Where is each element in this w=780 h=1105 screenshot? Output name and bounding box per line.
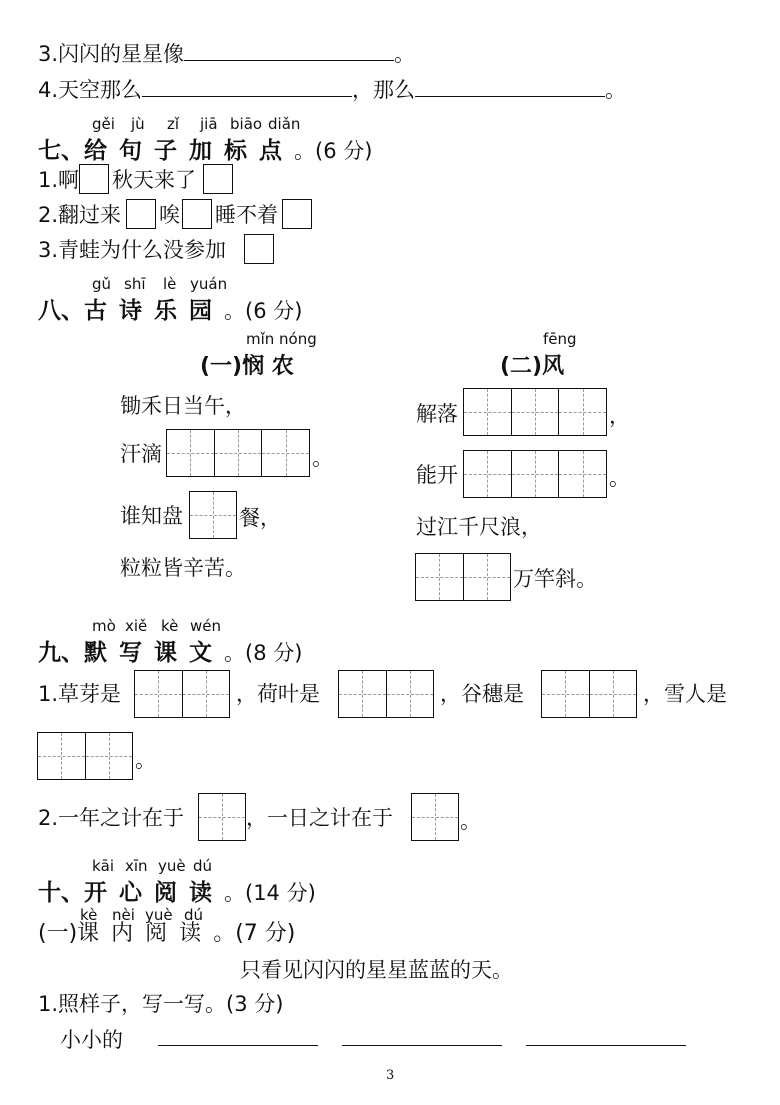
poem2-pinyin: fēng [543,330,577,348]
punct-box[interactable] [282,199,312,229]
poem1-line4: 粒粒皆辛苦。 [120,556,246,580]
punct-box[interactable] [182,199,212,229]
poem1-line2-end: 。 [312,446,333,470]
sec7-item-2-b: 唉 [159,203,180,227]
sec10-sub-pinyin-1: kè [80,906,98,924]
sec7-pinyin-1: gěi [92,115,115,133]
punct-box[interactable] [126,199,156,229]
poem2-title: (二)风 [500,354,565,379]
sec9-pinyin-3: kè [161,617,179,635]
poem1-grid-l2[interactable] [166,429,310,477]
poem2-grid-l4[interactable] [415,553,511,601]
sec8-pinyin-2: shī [124,275,146,293]
page-number: 3 [386,1068,395,1083]
sec9-q1-c: ，谷穗是 [440,682,524,706]
sec9-q1-grid-2[interactable] [338,670,434,718]
sec10-sub-pinyin-2: nèi [112,906,135,924]
sec10-pinyin-4: dú [193,857,213,875]
sec7-heading: 七、给句子加标点。(6 分) [38,138,373,164]
sec7-item-2-c: 睡不着 [215,203,278,227]
poem1-line2: 汗滴 [120,442,162,466]
example-word: 小小的 [60,1028,123,1052]
poem2-line2: 能开 [416,463,458,487]
sec7-pinyin-2: jù [131,115,145,133]
poem2-line3: 过江千尺浪， [416,515,542,539]
sec9-q1-d: ，雪人是 [643,682,727,706]
sec9-heading: 九、默写课文。(8 分) [38,640,303,666]
sec7-item-1-b: 秋天来了 [112,168,196,192]
sec9-q1-end: 。 [135,748,156,772]
punct-box[interactable] [244,234,274,264]
sec9-pinyin-2: xiě [125,617,148,635]
sec9-q2-grid-1[interactable] [198,793,246,841]
sec9-q1-b: ，荷叶是 [236,682,320,706]
sec9-q1-a: 1.草芽是 [38,682,122,706]
sec8-pinyin-1: gǔ [92,275,112,293]
sec9-q2-a: 2.一年之计在于 [38,806,185,830]
passage-line: 只看见闪闪的星星蓝蓝的天。 [240,958,513,982]
poem1-grid-l3[interactable] [189,491,237,539]
sec8-pinyin-3: lè [163,275,177,293]
sec9-pinyin-1: mò [92,617,116,635]
sec10-pinyin-1: kāi [92,857,115,875]
punct-box[interactable] [203,164,233,194]
sec10-sub-pinyin-4: dú [184,906,204,924]
poem2-line2-end: 。 [609,466,630,490]
poem2-line1-end: ， [609,404,630,428]
sec9-q1-grid-1[interactable] [134,670,230,718]
sec7-pinyin-6: diǎn [268,115,301,133]
sec7-item-1: 1.啊 [38,168,80,192]
sec9-q2-b: ，一日之计在于 [246,806,393,830]
answer-blank-3[interactable] [526,1045,686,1046]
poem2-grid-l1[interactable] [463,388,607,436]
sec9-q1-grid-3[interactable] [541,670,637,718]
sec7-pinyin-4: jiā [200,115,218,133]
sec8-heading: 八、古诗乐园。(6 分) [38,298,303,324]
poem1-pinyin: mǐn nóng [246,330,317,348]
fill-item-4: 4.天空那么 ，那么 。 [38,78,627,102]
sec10-sub-pinyin-3: yuè [145,906,173,924]
sec7-item-2: 2.翻过来 [38,203,122,227]
poem2-line4-end: 万竿斜。 [513,567,597,591]
poem2-line1: 解落 [416,402,458,426]
punct-box[interactable] [79,164,109,194]
poem1-line3: 谁知盘 [120,504,183,528]
sec7-item-3: 3.青蛙为什么没参加 [38,238,227,262]
sec10-pinyin-3: yuè [158,857,186,875]
sec7-pinyin-3: zǐ [167,115,180,133]
sec9-q1-grid-4[interactable] [37,732,133,780]
answer-blank-1[interactable] [158,1045,318,1046]
poem2-grid-l2[interactable] [463,450,607,498]
sec10-subheading: (一)课内阅读。(7 分) [38,921,296,946]
sec10-q1: 1.照样子，写一写。(3 分) [38,992,284,1016]
sec9-q2-grid-2[interactable] [411,793,459,841]
poem1-title: (一)悯 农 [200,354,294,379]
answer-blank-2[interactable] [342,1045,502,1046]
sec10-pinyin-2: xīn [125,857,148,875]
sec10-heading: 十、开心阅读。(14 分) [38,880,316,906]
sec8-pinyin-4: yuán [190,275,228,293]
sec9-q2-end: 。 [460,809,481,833]
sec9-pinyin-4: wén [190,617,222,635]
poem1-line1: 锄禾日当午， [120,394,246,418]
poem1-line3-end: 餐， [239,506,281,530]
fill-item-3: 3.闪闪的星星像 。 [38,42,416,66]
sec7-pinyin-5: biāo [230,115,263,133]
